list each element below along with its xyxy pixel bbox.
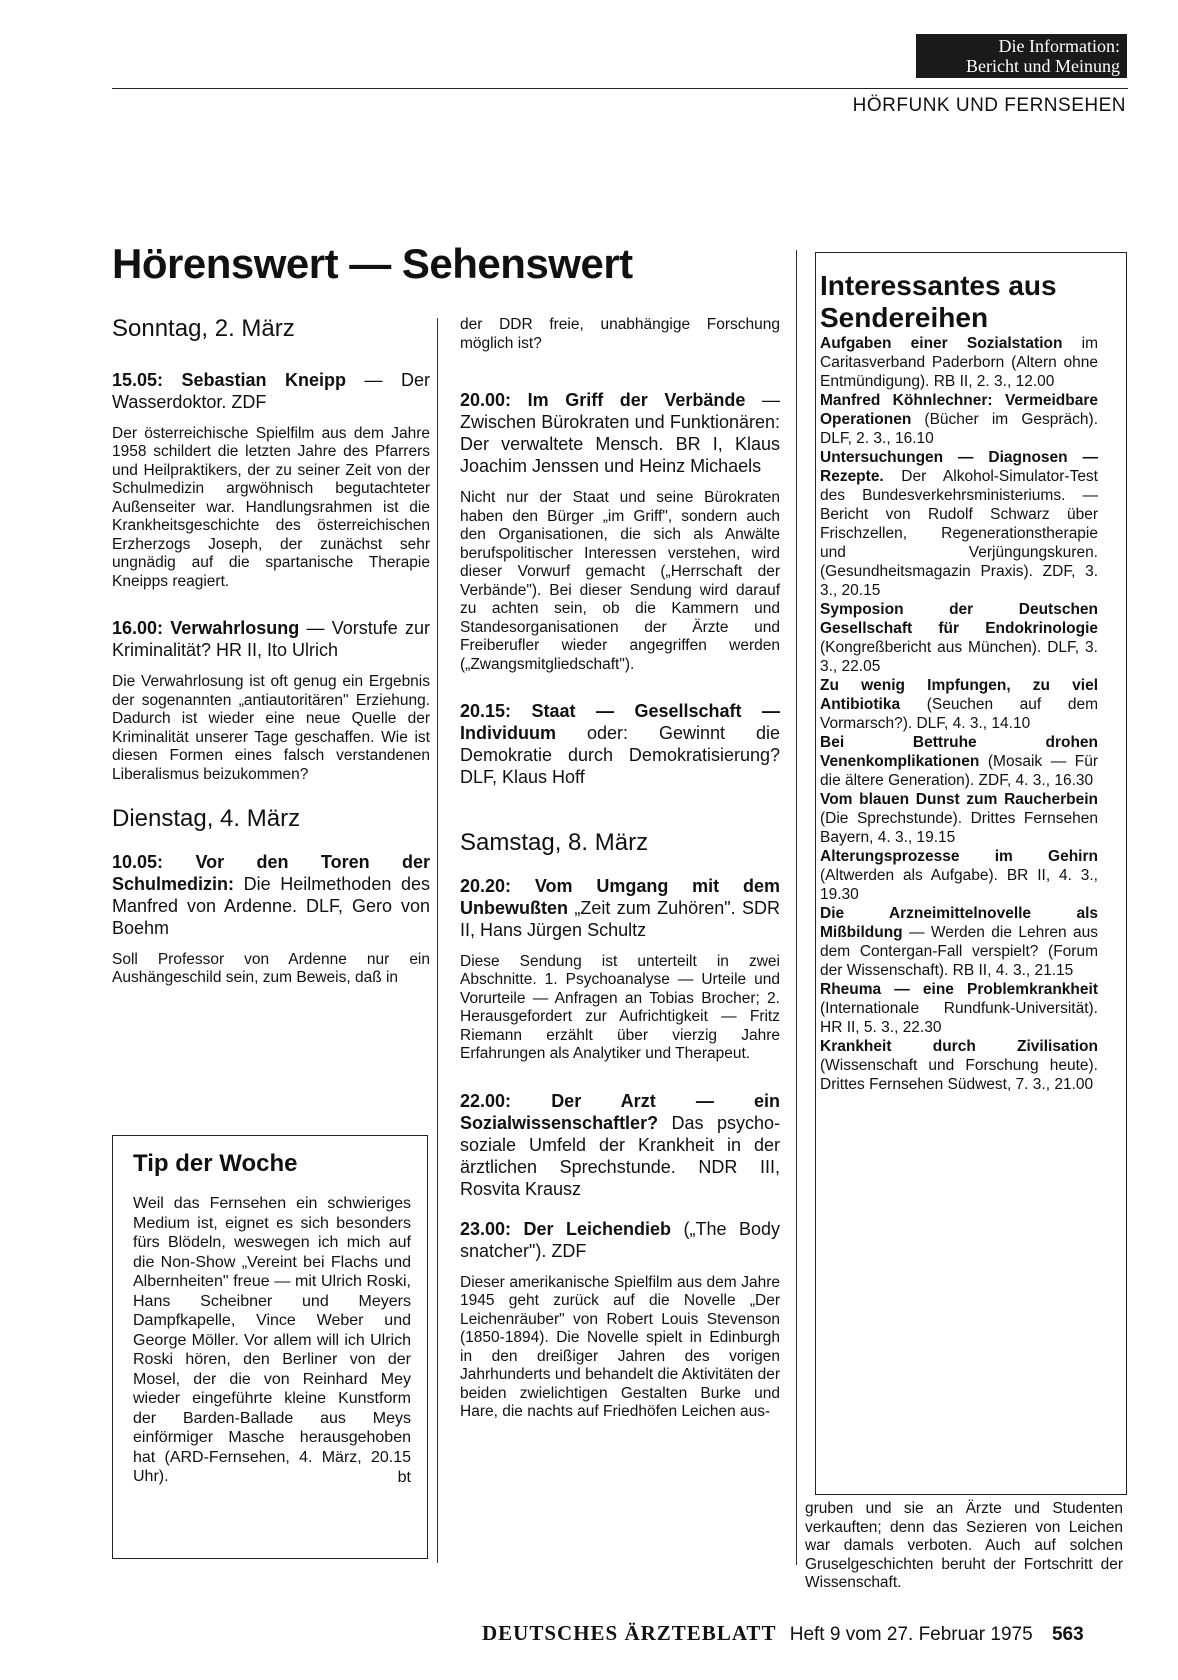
series-entry-info: (Seuchen auf dem Vormarsch?). DLF, 4. 3., 14.10 (820, 696, 1098, 732)
series-entry-info: (Mosaik — Für die ältere Generation). ZDF, 4. 3., 16.30 (820, 753, 1098, 789)
program-info: „Zeit zum Zuhören". SDR II, Hans Jürgen Schultz (460, 897, 780, 940)
tip-text: Weil das Fernsehen ein schwieriges Medium ist, eignet es sich besonders fürs Blödeln, weswegen ich mich auf die Non-Show „Vereint bei Flachs und Albernheiten" freue — mit Ulrich Roski, Hans Scheibner und Meyers Dampfkapelle, Vince Weber und George Möller. Vor allem will ich Ulrich Roski hören, den Berliner von der Mosel, der die von Reinhard Mey wieder eingeführte kleine Kunstform der Barden-Ballade aus Meys einförmiger Masche herausgehoben hat (ARD-Fernsehen, 4. März, 20.15 Uhr). (133, 1195, 411, 1485)
program-title: 16.00: Verwahrlosung (112, 618, 300, 638)
program-info: — Der Wasserdoktor. ZDF (112, 369, 430, 412)
continued-text-end: gruben und sie an Ärzte und Studenten verkauften; denn das Sezieren von Leichen war damals verboten. Auch auf solchen Gruselgeschichten beruht der Fortschritt der Wissenschaft. (805, 1500, 1123, 1591)
masthead: DEUTSCHES ÄRZTEBLATT (482, 1621, 777, 1645)
series-entry-title: Alterungsprozesse im Gehirn (820, 848, 1098, 865)
series-entry-title: Zu wenig Impfungen, zu viel Antibiotika (820, 677, 1098, 713)
tip-box (112, 1135, 428, 1559)
program-title: 20.15: Staat — Gesellschaft — Individuum (460, 701, 780, 743)
program-title: 20.20: Vom Umgang mit dem Unbewußten (460, 875, 780, 918)
day-heading: Samstag, 8. März (460, 829, 649, 856)
program-description: Die Verwahrlosung ist oft genug ein Ergebnis der sogenannten „antiautoritären" Erziehung. Dadurch ist wieder eine neue Quelle der Kriminalität unserer Tage geschaffen. Wie ist diesen Formen eines falsch verstandenen Liberalismus beizukommen? (112, 673, 430, 783)
program-heading (112, 617, 430, 661)
series-entry (820, 733, 1098, 790)
series-entry-title: Die Arzneimittelnovelle als Mißbildung (820, 905, 1098, 941)
tip-body (133, 1194, 411, 1487)
program-info: — Vorstufe zur Kriminalität? HR II, Ito Ulrich (112, 618, 430, 660)
program-info: — Zwischen Bürokraten und Funktionären: Der verwaltete Mensch. BR I, Klaus Joachim Jenssen und Heinz Michaels (460, 390, 780, 476)
day-heading: Dienstag, 4. März (112, 805, 301, 832)
top-rule (112, 88, 1128, 89)
column-divider (796, 250, 797, 1565)
program-description: Dieser amerikanische Spielfilm aus dem Jahre 1945 geht zurück auf die Novelle „Der Leichenräuber" von Robert Louis Stevenson (1850-1894). Die Novelle spielt in Edinburgh in den dreißiger Jahren des vorigen Jahrhunderts und behandelt die Aktivitäten der beiden zwielichtigen Gestalten Burke und Hare, die nachts auf Friedhöfen Leichen aus- (460, 1273, 780, 1420)
series-entry-title: Aufgaben einer Sozialstation (820, 335, 1063, 352)
issue-info: Heft 9 vom 27. Februar 1975 (789, 1624, 1033, 1645)
page-number: 563 (1051, 1624, 1084, 1645)
series-entry-title: Untersuchungen — Diagnosen — Rezepte. (820, 449, 1098, 485)
footer (482, 1621, 1084, 1646)
program-description: Soll Professor von Ardenne nur ein Aushängeschild sein, zum Beweis, daß in (112, 950, 430, 986)
program-heading (460, 389, 780, 477)
series-entry (820, 904, 1098, 980)
program-description: Der österreichische Spielfilm aus dem Jahre 1958 schildert die letzten Jahre des Pfarrers und Heilpraktikers, der zu seiner Zeit von der Schulmedizin argwöhnisch begutachteter Außenseiter war. Handlungsrahmen ist die Krankheitsgeschichte des österreichischen Erzherzogs Joseph, der zunächst sehr ungnädig auf die spartanische Therapie Kneipps reagiert. (112, 424, 430, 590)
program-title: 15.05: Sebastian Kneipp (112, 369, 347, 390)
series-entry-title: Symposion der Deutschen Gesellschaft für Endokrinologie (820, 601, 1098, 637)
program-description: Nicht nur der Staat und seine Bürokraten haben den Bürger „im Griff", sondern auch den Organisationen, die sich als Anwälte berufspolitischer Interessen verstehen, wird dieser Vorwurf gemacht („Herrschaft der Verbände"). Bei dieser Sendung wird darauf zu achten sein, ob die Kammern und Standesorganisationen der Ärzte und Freiberufler wieder angegriffen werden („Zwangsmitgliedschaft"). (460, 489, 780, 673)
day-heading: Sonntag, 2. März (112, 315, 295, 342)
section-name: HÖRFUNK UND FERNSEHEN (852, 95, 1126, 116)
series-entry (820, 600, 1098, 676)
section-box-line1: Die Information: (998, 36, 1120, 56)
continued-text: der DDR freie, unabhängige Forschung möglich ist? (460, 316, 780, 352)
program-heading (460, 700, 780, 788)
column-1 (112, 315, 430, 988)
series-entry-title: Bei Bettruhe drohen Venenkomplikationen (820, 734, 1098, 770)
series-title: Interessantes aus Sendereihen (820, 270, 1057, 333)
series-list (820, 334, 1098, 1094)
series-entry (820, 334, 1098, 391)
series-entry-title: Vom blauen Dunst zum Raucherbein (820, 791, 1098, 808)
series-entry-info: (Internationale Rundfunk-Universität). HR II, 5. 3., 22.30 (820, 1000, 1098, 1036)
series-entry (820, 790, 1098, 847)
series-entry-info: (Die Sprechstunde). Drittes Fernsehen Bayern, 4. 3., 19.15 (820, 810, 1098, 846)
program-heading (460, 875, 780, 941)
program-info: Das psycho-soziale Umfeld der Krankheit in der ärztlichen Sprechstunde. NDR III, Rosvita Krausz (460, 1112, 780, 1199)
program-title: 22.00: Der Arzt — ein Sozialwissenschaftler? (460, 1090, 780, 1133)
column-divider (437, 318, 438, 1563)
program-heading (460, 1218, 780, 1262)
series-entry (820, 1037, 1098, 1094)
program-title: 20.00: Im Griff der Verbände (460, 390, 746, 410)
program-description: Diese Sendung ist unterteilt in zwei Abschnitte. 1. Psychoanalyse — Urteile und Vorurteile — Anfragen an Tobias Brocher; 2. Herausgefordert zur Aufrichtigkeit — Fritz Riemann erzählt über vierzig Jahre Erfahrungen als Analytiker und Therapeut. (460, 952, 780, 1062)
series-entry-title: Krankheit durch Zivilisation (820, 1038, 1098, 1055)
program-info: oder: Gewinnt die Demokratie durch Demokratisierung? DLF, Klaus Hoff (460, 723, 780, 787)
tip-title: Tip der Woche (133, 1150, 298, 1177)
series-entry-info: (Altwerden als Aufgabe). BR II, 4. 3., 19.30 (820, 867, 1098, 903)
section-box (916, 34, 1127, 78)
series-entry-info: (Wissenschaft und Forschung heute). Drittes Fernsehen Südwest, 7. 3., 21.00 (820, 1057, 1098, 1093)
series-entry (820, 391, 1098, 448)
series-entry (820, 847, 1098, 904)
column-2 (460, 316, 780, 1422)
program-heading (112, 851, 430, 939)
series-entry-info: (Bücher im Gespräch). DLF, 2. 3., 16.10 (820, 411, 1098, 447)
series-entry-title: Manfred Köhnlechner: Vermeidbare Operationen (820, 392, 1098, 428)
series-entry-title: Rheuma — eine Problemkrankheit (820, 981, 1098, 998)
section-box-line2: Bericht und Meinung (966, 56, 1120, 76)
page-title: Hörenswert — Sehenswert (112, 240, 633, 287)
program-title: 10.05: Vor den Toren der Schulmedizin: (112, 851, 430, 894)
series-entry (820, 448, 1098, 600)
series-entry-info: im Caritasverband Paderborn (Altern ohne Entmündigung). RB II, 2. 3., 12.00 (820, 335, 1098, 390)
tip-signature: bt (397, 1468, 411, 1486)
series-entry-info: (Kongreßbericht aus München). DLF, 3. 3., 22.05 (820, 639, 1098, 675)
program-heading (460, 1090, 780, 1200)
program-info: („The Body snatcher"). ZDF (460, 1218, 780, 1261)
series-entry (820, 676, 1098, 733)
program-heading (112, 369, 430, 413)
series-entry (820, 980, 1098, 1037)
series-column (820, 270, 1098, 1094)
series-entry-info: — Werden die Lehren aus dem Contergan-Fall verspielt? (Forum der Wissenschaft). RB II, 4. 3., 21.15 (820, 924, 1098, 979)
program-title: 23.00: Der Leichendieb (460, 1218, 672, 1239)
series-entry-info: Der Alkohol-Simulator-Test des Bundesverkehrsministeriums. — Bericht von Rudolf Schwarz über Frischzellen, Regenerationstherapie und Verjüngungskuren. (Gesundheitsmagazin Praxis). ZDF, 3. 3., 20.15 (820, 468, 1098, 599)
program-info: Die Heilmethoden des Manfred von Ardenne. DLF, Gero von Boehm (112, 873, 430, 938)
